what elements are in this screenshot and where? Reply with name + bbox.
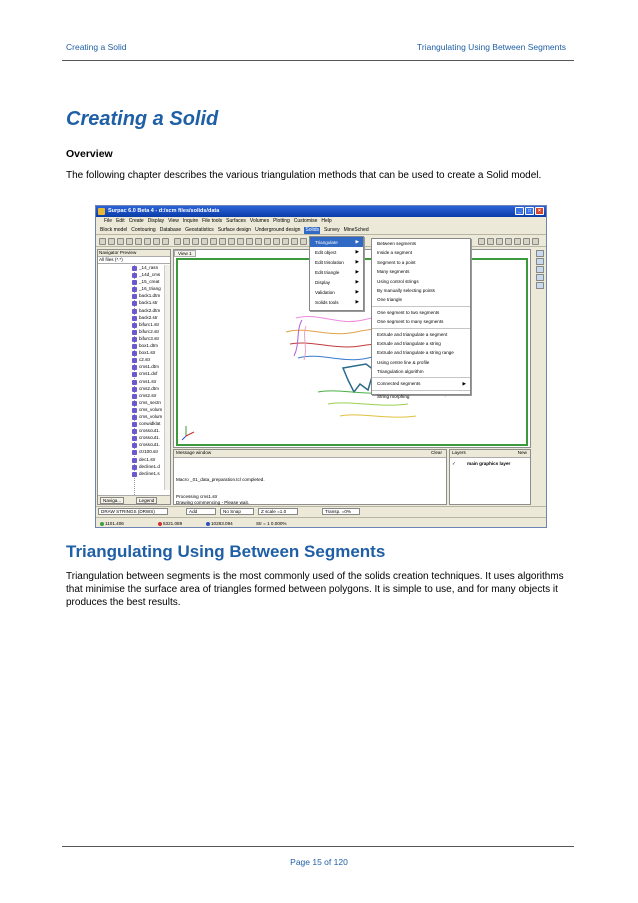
file-list-item[interactable]	[98, 442, 170, 449]
menu-geostatistics[interactable]: Geostatistics	[185, 227, 214, 233]
right-toolbar	[534, 249, 546, 299]
file-name: cms1.str	[139, 378, 157, 384]
file-icon	[132, 337, 137, 342]
close-icon[interactable]: ×	[535, 207, 544, 215]
file-name: _14d_cms	[139, 272, 161, 278]
page-title: Creating a Solid	[66, 108, 219, 130]
file-icon	[132, 287, 137, 292]
triangulate-menu-item[interactable]	[372, 258, 470, 267]
file-name: conwidklat	[139, 421, 161, 427]
file-name: box1.dtm	[139, 343, 158, 349]
triangulate-menu-label: Using centre line & profile	[377, 359, 430, 365]
triangulate-menu-item[interactable]	[372, 295, 470, 304]
menu-file[interactable]: File	[104, 218, 113, 224]
triangulate-menu-label: Inside a segment	[377, 250, 412, 256]
file-name: cms2.dtm	[139, 385, 159, 391]
triangulate-submenu	[371, 238, 471, 399]
file-name: cms1.dxf	[139, 371, 158, 377]
window-title-bar	[96, 206, 546, 217]
file-list-item[interactable]	[98, 364, 170, 371]
triangle-icon[interactable]	[282, 238, 289, 245]
file-list-item[interactable]	[98, 379, 170, 386]
page-header	[66, 42, 566, 56]
header-right-text: Triangulating Using Between Segments	[417, 42, 566, 52]
file-name: _14_rasn	[139, 265, 159, 270]
message-window-header	[174, 450, 446, 458]
file-icon	[132, 365, 137, 370]
menu-inquire[interactable]: Inquire	[182, 218, 199, 224]
solids-menu	[309, 236, 364, 311]
file-name: box1.str	[139, 350, 156, 356]
status-x-value: 1101.406	[105, 521, 124, 526]
solids-menu-item-edit-trisolation[interactable]	[310, 257, 363, 267]
file-name: ctr100.str	[139, 449, 159, 455]
triangulate-menu-item[interactable]	[372, 339, 470, 348]
menu-solids[interactable]: Solids	[305, 227, 320, 233]
file-list-item[interactable]	[98, 336, 170, 343]
file-name: bifurc3.str	[139, 335, 160, 341]
open-icon[interactable]	[99, 238, 106, 245]
navigator-bottom-tabs	[98, 495, 170, 504]
triangulate-menu-item[interactable]	[372, 392, 470, 401]
file-icon	[132, 472, 137, 477]
file-icon	[132, 380, 137, 385]
triangulate-menu-item[interactable]	[372, 348, 470, 357]
file-list-item[interactable]	[98, 308, 170, 315]
window-title: Surpac 6.0 Beta 4 - d:/scm files/solids/data	[108, 208, 220, 214]
menu-volumes[interactable]: Volumes	[249, 218, 270, 224]
mode-select[interactable]: Add	[186, 508, 216, 515]
file-name: crosscut1.	[139, 442, 160, 448]
measure-icon[interactable]	[228, 238, 235, 245]
message-line: Processing cms1.str	[176, 494, 218, 499]
triangulate-menu-item[interactable]	[372, 308, 470, 317]
file-list-item[interactable]	[98, 414, 170, 421]
snap-select[interactable]: No Snap	[220, 508, 254, 515]
check-icon[interactable]: ✓	[452, 461, 456, 466]
footer-rule	[62, 846, 574, 847]
transparency-field[interactable]: Transp. =0%	[322, 508, 360, 515]
status-z	[206, 521, 233, 526]
file-icon	[132, 408, 137, 413]
solids-menu-label: Validation	[315, 289, 335, 295]
cut-icon[interactable]	[126, 238, 133, 245]
refresh-icon[interactable]	[523, 238, 530, 245]
solids-menu-item-edit-object[interactable]	[310, 247, 363, 257]
file-icon	[132, 372, 137, 377]
file-icon	[132, 294, 137, 299]
triangulate-menu-item[interactable]	[372, 317, 470, 326]
file-list-item[interactable]	[98, 350, 170, 357]
solids-menu-item-edit-triangle[interactable]	[310, 267, 363, 277]
menu-separator	[372, 306, 470, 307]
window-controls	[515, 207, 544, 215]
status-z-value: 10283.094	[211, 521, 233, 526]
triangulate-menu-label: String morphing	[377, 393, 410, 399]
triangulate-menu-item[interactable]	[372, 267, 470, 276]
file-filter-select[interactable]: All files (*.*)	[98, 257, 170, 264]
submenu-arrow-icon: ▶	[355, 259, 359, 264]
tool-icon[interactable]	[536, 274, 544, 281]
menu-minesched[interactable]: MineSched	[343, 227, 369, 233]
submenu-arrow-icon: ▶	[355, 299, 359, 304]
file-icon	[132, 429, 137, 434]
menu-bar-primary	[96, 217, 546, 226]
grid-icon[interactable]	[237, 238, 244, 245]
menu-surface-design[interactable]: Surface design	[217, 227, 252, 233]
file-list-item[interactable]	[98, 293, 170, 300]
menu-separator	[372, 377, 470, 378]
file-list-item[interactable]	[98, 428, 170, 435]
pan-icon[interactable]	[505, 238, 512, 245]
tool-icon[interactable]	[536, 266, 544, 273]
file-name: bifurc1.str	[139, 321, 160, 327]
maximize-icon[interactable]: □	[525, 207, 534, 215]
file-name: cms_sectn	[139, 399, 161, 405]
layers-header	[450, 450, 530, 458]
solids-menu-label: Display	[315, 279, 331, 285]
status-str: Str = 1 0.000%	[256, 521, 287, 526]
overview-paragraph: The following chapter describes the various triangulation methods that can be used to create a Solid model.	[66, 170, 542, 181]
solids-menu-item-triangulate[interactable]	[310, 237, 363, 247]
surface-icon[interactable]	[300, 238, 307, 245]
y-icon	[158, 522, 162, 526]
file-list-item[interactable]	[98, 357, 170, 364]
triangulate-menu-label: One triangle	[377, 297, 403, 303]
file-icon	[132, 280, 137, 285]
function-bar	[96, 506, 546, 516]
file-icon	[132, 358, 137, 363]
status-bar	[96, 517, 546, 528]
submenu-arrow-icon: ▶	[462, 381, 466, 387]
rotate-view-icon[interactable]	[514, 238, 521, 245]
tab-navigator[interactable]: Naviga...	[100, 497, 124, 504]
menu-display[interactable]: Display	[147, 218, 165, 224]
triangulate-menu-item[interactable]	[372, 358, 470, 367]
overview-heading: Overview	[66, 148, 113, 160]
file-name: back2.dtm	[139, 307, 161, 313]
submenu-arrow-icon: ▶	[355, 269, 359, 274]
zoom-in-icon[interactable]	[487, 238, 494, 245]
solids-menu-item-display[interactable]	[310, 277, 363, 287]
file-icon	[132, 301, 137, 306]
section-heading: Triangulating Using Between Segments	[66, 542, 386, 561]
submenu-arrow-icon: ▶	[355, 249, 359, 254]
file-name: cms_volum	[139, 406, 163, 412]
file-name: cms_volum	[139, 413, 163, 419]
menu-surfaces[interactable]: Surfaces	[226, 218, 246, 224]
menu-view[interactable]: View	[168, 218, 179, 224]
page-number: Page 15 of 120	[290, 857, 348, 867]
menu-edit[interactable]: Edit	[116, 218, 125, 224]
file-name: back2.str	[139, 314, 158, 320]
triangulate-menu-label: Segment to a point	[377, 259, 416, 265]
message-window	[173, 449, 447, 505]
triangulate-menu-label: One segment to many segments	[377, 319, 444, 325]
status-x	[100, 521, 124, 526]
menu-survey[interactable]: Survey	[324, 227, 340, 233]
rotate-icon[interactable]	[219, 238, 226, 245]
file-icon	[132, 465, 137, 470]
navigator-tabs[interactable]: Navigator Preview	[98, 250, 170, 257]
redo-icon[interactable]	[162, 238, 169, 245]
menu-underground-design[interactable]: Underground design	[255, 227, 301, 233]
menu-bar-secondary	[96, 226, 546, 235]
section-paragraph: Triangulation between segments is the most commonly used of the solids creation techniques. It uses algorithms that minimise the surface area of triangles formed between polygons. It is simple to use, and for many objects it produces the best results.	[66, 571, 564, 608]
menu-file-tools[interactable]: File tools	[202, 218, 223, 224]
minimize-icon[interactable]: _	[515, 207, 524, 215]
function-field[interactable]: DRAW STRINGS (DRWS)	[98, 508, 168, 515]
file-name: back1.dtm	[139, 293, 161, 299]
header-left-text: Creating a Solid	[66, 42, 127, 52]
file-icon	[132, 422, 137, 427]
file-list-item[interactable]	[98, 393, 170, 400]
file-name: decline1.d	[139, 463, 160, 469]
triangulate-menu-item[interactable]	[372, 248, 470, 257]
file-name: cms1.dtm	[139, 364, 159, 370]
file-icon	[132, 436, 137, 441]
file-list-item[interactable]	[98, 471, 170, 478]
triangulate-menu-label: Extrude and triangulate a string	[377, 340, 441, 346]
point-icon[interactable]	[264, 238, 271, 245]
file-icon	[132, 443, 137, 448]
menu-contouring[interactable]: Contouring	[131, 227, 156, 233]
solids-menu-label: Edit triangle	[315, 269, 340, 275]
menu-plotting[interactable]: Plotting	[273, 218, 290, 224]
menu-create[interactable]: Create	[128, 218, 144, 224]
select-icon[interactable]	[201, 238, 208, 245]
triangulate-menu-label: By manually selecting points	[377, 287, 435, 293]
layer-icon[interactable]	[246, 238, 253, 245]
paste-icon[interactable]	[144, 238, 151, 245]
file-icon	[132, 351, 137, 356]
clear-button[interactable]: Clear	[431, 450, 442, 455]
print-icon[interactable]	[117, 238, 124, 245]
zoom-out-icon[interactable]	[496, 238, 503, 245]
delete-icon[interactable]	[192, 238, 199, 245]
file-list-item[interactable]	[98, 400, 170, 407]
segment-icon[interactable]	[273, 238, 280, 245]
menu-separator	[372, 390, 470, 391]
tool-icon[interactable]	[536, 250, 544, 257]
triangulate-menu-item[interactable]	[372, 330, 470, 339]
triangulate-menu-label: One segment to two segments	[377, 309, 440, 315]
file-name: c2.str	[139, 357, 151, 363]
file-list-item[interactable]	[98, 407, 170, 414]
menu-database[interactable]: Database	[159, 227, 182, 233]
message-window-title: Message window	[176, 450, 212, 455]
triangulate-menu-label: Connected segments	[377, 381, 421, 387]
draw-icon[interactable]	[174, 238, 181, 245]
solids-menu-item-validation[interactable]	[310, 287, 363, 297]
triangulate-menu-item[interactable]	[372, 367, 470, 376]
settings-icon[interactable]	[532, 238, 539, 245]
copy-icon[interactable]	[135, 238, 142, 245]
file-name: cms2.str	[139, 392, 157, 398]
file-icon	[132, 458, 137, 463]
zoom-icon[interactable]	[478, 238, 485, 245]
triangulate-menu-label: Extrude and triangulate a segment	[377, 331, 448, 337]
file-list	[98, 265, 170, 478]
tool-icon[interactable]	[536, 282, 544, 289]
file-name: decline1.s	[139, 470, 160, 476]
surpac-screenshot	[95, 205, 547, 528]
app-icon	[98, 208, 105, 215]
save-icon[interactable]	[108, 238, 115, 245]
tool-icon[interactable]	[536, 258, 544, 265]
file-name: _16_triang	[139, 286, 161, 292]
file-icon	[132, 401, 137, 406]
file-icon	[132, 415, 137, 420]
layers-panel	[449, 449, 531, 505]
string-icon[interactable]	[255, 238, 262, 245]
file-icon	[132, 266, 137, 271]
file-name: crosscut1.	[139, 428, 160, 434]
navigator-scrollbar[interactable]	[164, 265, 170, 490]
file-list-item[interactable]	[98, 371, 170, 378]
menu-customise[interactable]: Customise	[293, 218, 318, 224]
file-list-item[interactable]	[98, 265, 170, 272]
file-list-item[interactable]	[98, 343, 170, 350]
solids-menu-label: Solids tools	[315, 299, 339, 305]
solids-menu-label: Edit object	[315, 249, 337, 255]
triangulate-menu-label: Triangulation algorithm	[377, 369, 424, 375]
file-name: crosscut1.	[139, 435, 160, 441]
file-list-item[interactable]	[98, 329, 170, 336]
file-list-item[interactable]	[98, 421, 170, 428]
file-icon	[132, 330, 137, 335]
move-icon[interactable]	[210, 238, 217, 245]
layer-name: main graphics layer	[467, 461, 511, 466]
file-name: bifurc2.str	[139, 328, 160, 334]
submenu-arrow-icon: ▶	[355, 239, 359, 244]
file-list-item[interactable]	[98, 457, 170, 464]
file-icon	[132, 273, 137, 278]
file-icon	[132, 394, 137, 399]
triangulate-menu-label: Using control strings	[377, 278, 419, 284]
file-list-item[interactable]	[98, 315, 170, 322]
file-list-item[interactable]	[98, 286, 170, 293]
file-list-item[interactable]	[98, 322, 170, 329]
edit-icon[interactable]	[183, 238, 190, 245]
triangulate-menu-item[interactable]	[372, 286, 470, 295]
file-icon	[132, 309, 137, 314]
file-list-item[interactable]	[98, 272, 170, 279]
status-y	[158, 521, 182, 526]
triangulate-menu-label: Many segments	[377, 269, 410, 275]
layers-title: Layers	[452, 450, 466, 455]
submenu-arrow-icon: ▶	[355, 289, 359, 294]
file-name: dec1.str	[139, 456, 156, 462]
solids-menu-label: Triangulate	[315, 239, 338, 245]
tab-legend[interactable]: Legend	[136, 497, 157, 504]
file-list-item[interactable]	[98, 464, 170, 471]
submenu-arrow-icon: ▶	[355, 279, 359, 284]
status-y-value: 5321.089	[163, 521, 183, 526]
file-icon	[132, 316, 137, 321]
file-icon	[132, 450, 137, 455]
triangulate-menu-label: Between segments	[377, 241, 417, 246]
file-list-item[interactable]	[98, 449, 170, 456]
menu-help[interactable]: Help	[321, 218, 332, 224]
x-icon	[100, 522, 104, 526]
solids-menu-label: Edit trisolation	[315, 259, 344, 265]
solid-icon[interactable]	[291, 238, 298, 245]
triangulate-menu-label: Extrude and triangulate a string range	[377, 350, 454, 356]
message-line: Drawing commencing - Please wait.	[176, 500, 250, 505]
menu-separator	[372, 328, 470, 329]
layer-row[interactable]	[452, 461, 510, 467]
file-name: _15_creat	[139, 279, 160, 285]
header-rule	[62, 60, 574, 61]
tab-view-1[interactable]: View 1	[174, 250, 196, 257]
zscale-field[interactable]: Z scale =1.0	[258, 508, 298, 515]
file-list-item[interactable]	[98, 279, 170, 286]
file-list-item[interactable]	[98, 435, 170, 442]
triangulate-menu-item[interactable]	[372, 379, 470, 388]
axis-indicator-icon	[182, 426, 194, 440]
file-icon	[132, 387, 137, 392]
file-name: back1.str	[139, 300, 158, 306]
message-line: Macro _01_data_preparation.tcl completed.	[176, 477, 265, 482]
undo-icon[interactable]	[153, 238, 160, 245]
new-layer-button[interactable]: New	[517, 450, 527, 455]
solids-menu-item-solids-tools[interactable]	[310, 297, 363, 307]
file-list-item[interactable]	[98, 300, 170, 307]
navigator-panel	[97, 249, 171, 505]
triangulate-menu-item[interactable]	[372, 239, 470, 248]
triangulate-menu-item[interactable]	[372, 277, 470, 286]
file-icon	[132, 344, 137, 349]
menu-block-model[interactable]: Block model	[100, 227, 128, 233]
z-icon	[206, 522, 210, 526]
file-list-item[interactable]	[98, 386, 170, 393]
file-icon	[132, 323, 137, 328]
